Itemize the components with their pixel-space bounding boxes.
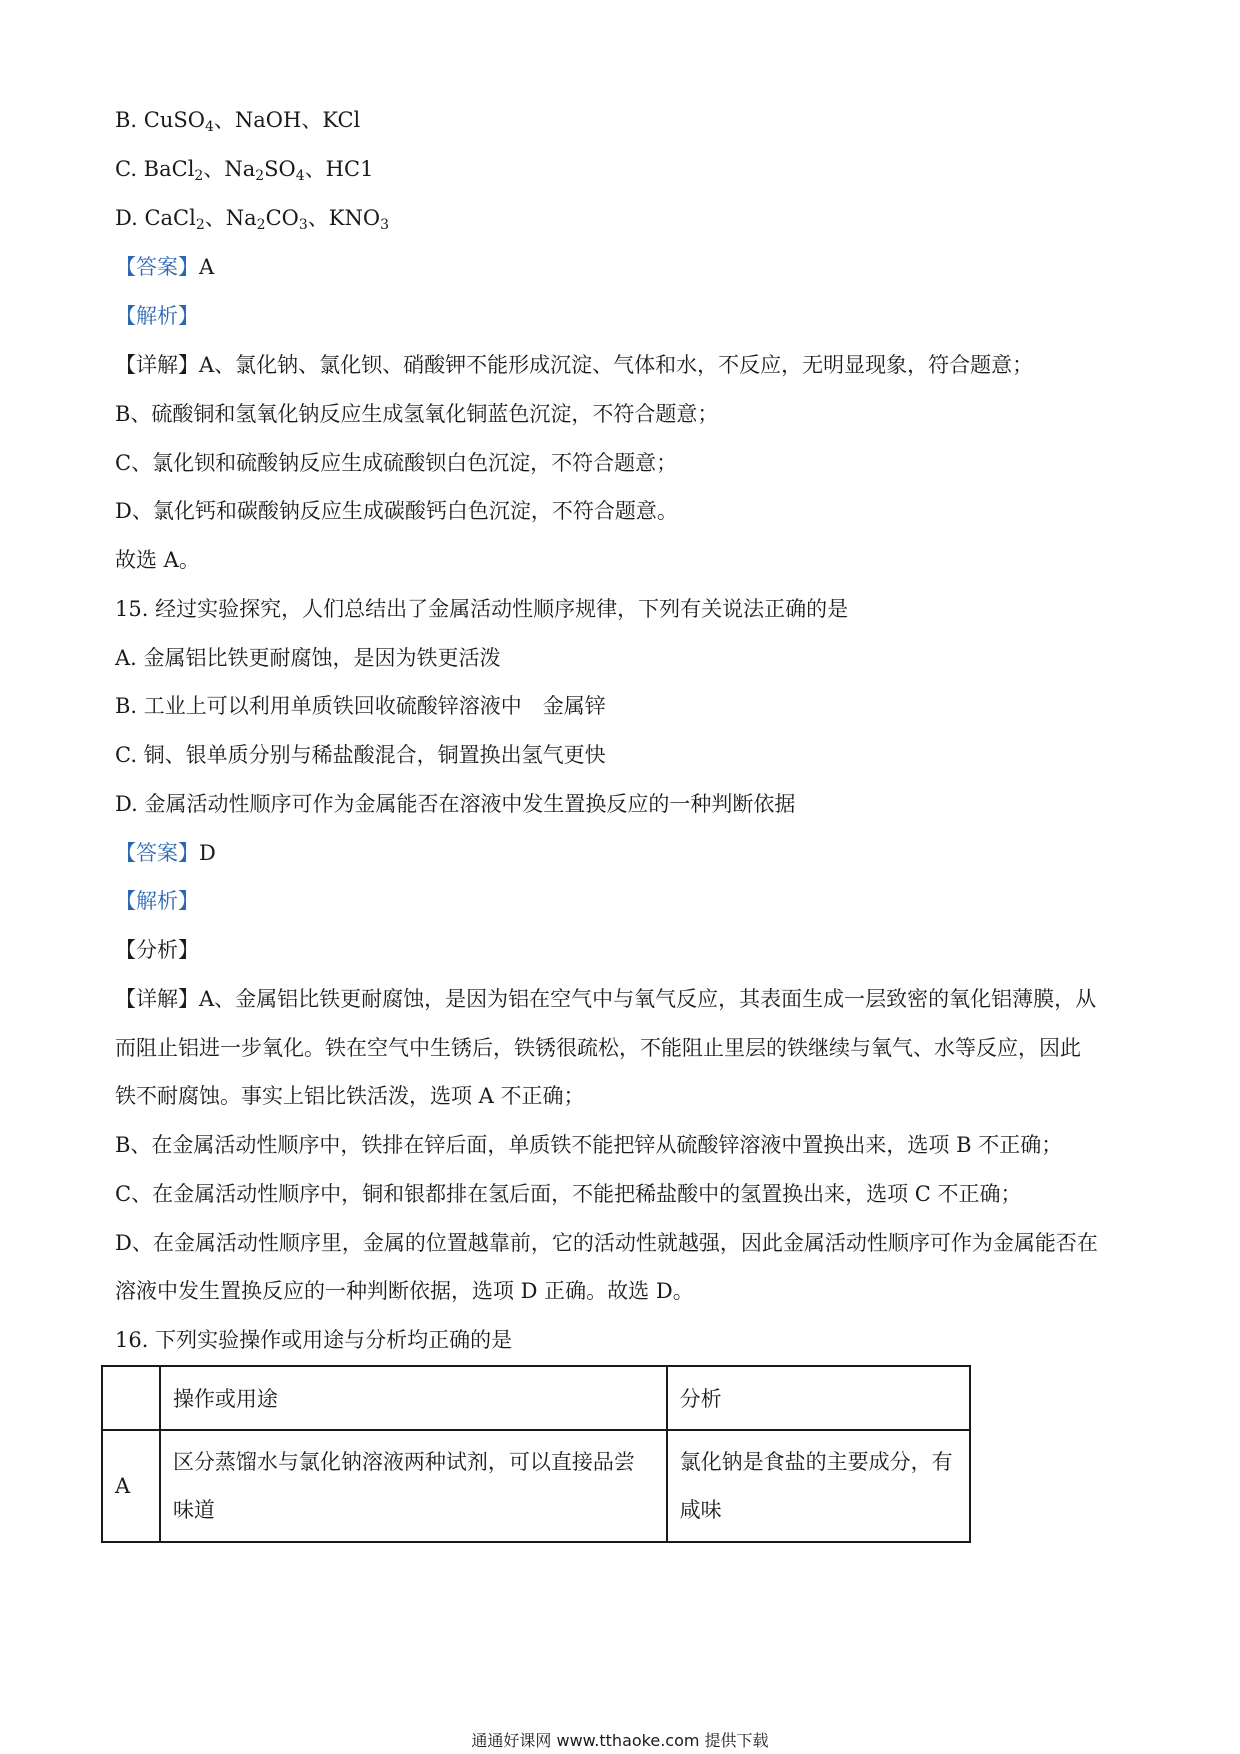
q14-option-b: B. CuSO$_4$、NaOH、KCl [115,108,361,135]
q15-detail-5: C、在金属活动性顺序中，铜和银都排在氢后面，不能把稀盐酸中的氢置换出来，选项 C 不正确； [115,1182,1022,1206]
q15-analysis-tag: 【解析】 [115,889,199,913]
q15-answer: 【答案】D [115,841,216,865]
table-header-operation: 操作或用途 [160,1366,667,1430]
row-operation-line-1: 区分蒸馏水与氯化钠溶液两种试剂，可以直接品尝 [172,1450,635,1474]
q15-stem: 15. 经过实验探究，人们总结出了金属活动性顺序规律，下列有关说法正确的是 [115,597,849,621]
q15-detail-7: 溶液中发生置换反应的一种判断依据，选项 D 正确。故选 D。 [115,1279,694,1303]
row-label: A [102,1430,160,1542]
q16-table [101,1365,971,1543]
row-operation-line-2: 味道 [172,1498,215,1522]
q14-analysis-tag: 【解析】 [115,304,199,328]
q14-detail-4: D、氯化钙和碳酸钠反应生成碳酸钙白色沉淀，不符合题意。 [115,499,678,523]
q15-detail-3: 铁不耐腐蚀。事实上铝比铁活泼，选项 A 不正确； [115,1084,585,1108]
table-header-analysis: 分析 [667,1366,970,1430]
q14-option-c: C. BaCl$_2$、$Na_2SO_4$、HC1 [115,157,374,184]
q14-detail-2: B、硫酸铜和氢氧化钠反应生成氢氧化铜蓝色沉淀，不符合题意； [115,402,719,426]
q15-option-c: C. 铜、银单质分别与稀盐酸混合，铜置换出氢气更快 [115,743,606,767]
table-header-blank [102,1366,160,1430]
q15-option-a: A. 金属铝比铁更耐腐蚀，是因为铁更活泼 [115,646,501,670]
row-operation [160,1430,667,1542]
row-analysis-line-1: 氯化钠是食盐的主要成分，有 [679,1450,953,1474]
q14-option-d: D. CaCl$_2$、$Na_2CO_3$、$KNO_3$ [115,206,389,233]
q15-fenxi-tag: 【分析】 [115,938,199,962]
row-analysis-line-2: 咸味 [679,1498,722,1522]
page-footer: 通通好课网 www.tthaoke.com 提供下载 [471,1731,769,1750]
q15-option-b: B. 工业上可以利用单质铁回收硫酸锌溶液中 金属锌 [115,694,606,718]
q14-answer: 【答案】A [115,255,215,279]
q14-detail-3: C、氯化钡和硫酸钠反应生成硫酸钡白色沉淀，不符合题意； [115,451,678,475]
q14-detail-1: 【详解】A、氯化钠、氯化钡、硝酸钾不能形成沉淀、气体和水，不反应，无明显现象，符合题意； [115,353,1034,377]
answer-tag: 【答案】 [115,255,199,279]
answer-tag: 【答案】 [115,841,199,865]
q15-detail-4: B、在金属活动性顺序中，铁排在锌后面，单质铁不能把锌从硫酸锌溶液中置换出来，选项 B 不正确； [115,1133,1063,1157]
q15-detail-2: 而阻止铝进一步氧化。铁在空气中生锈后，铁锈很疏松，不能阻止里层的铁继续与氧气、水等反应，因此 [115,1036,1081,1060]
q15-detail-1: 【详解】A、金属铝比铁更耐腐蚀，是因为铝在空气中与氧气反应，其表面生成一层致密的氧化铝薄膜，从 [115,987,1097,1011]
q14-conclusion: 故选 A。 [115,548,200,572]
row-analysis [667,1430,970,1542]
q16-stem: 16. 下列实验操作或用途与分析均正确的是 [115,1328,513,1352]
q15-detail-6: D、在金属活动性顺序里，金属的位置越靠前，它的活动性就越强，因此金属活动性顺序可作为金属能否在 [115,1231,1098,1255]
q15-option-d: D. 金属活动性顺序可作为金属能否在溶液中发生置换反应的一种判断依据 [115,792,796,816]
table-header-row [102,1366,970,1430]
table-row [102,1430,970,1542]
